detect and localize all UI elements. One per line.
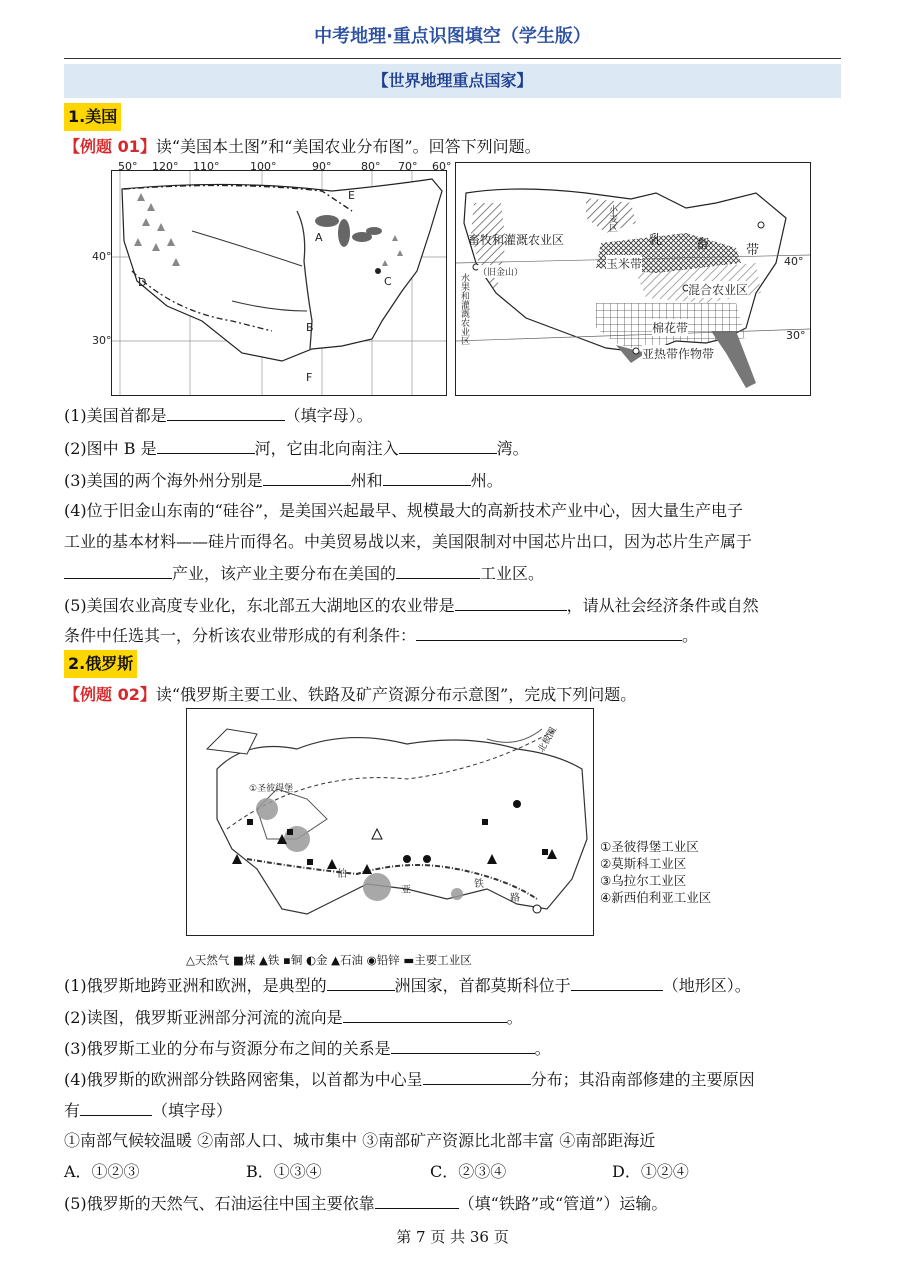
map2-label-ranching: 畜牧和灌溉农业区 [468,233,565,247]
map2-label-dairy-2: 畜 [696,237,710,252]
russia-map-label: 伯 [337,869,347,880]
map2-label-sf: （旧金山） [478,265,523,278]
map2-lat-30: 30° [786,329,806,342]
arctic-circle-label: 北极圈 [536,726,559,755]
answer-blank[interactable] [423,1068,531,1085]
lon-120: 120° [152,160,179,173]
answer-blank[interactable] [399,437,497,454]
russia-q1: (1)俄罗斯地跨亚洲和欧洲，是典型的 洲国家，首都莫斯科位于 （地形区）。 [64,976,751,995]
us-mainland-map [111,170,447,396]
lon-110: 110° [193,160,220,173]
answer-blank[interactable] [167,404,285,421]
russia-map-stpetersburg: ①圣彼得堡 [249,784,294,794]
section-title: 【世界地理重点国家】 [64,64,841,98]
answer-blank[interactable] [263,469,351,486]
russia-q5: (5)俄罗斯的天然气、石油运往中国主要依靠 （填“铁路”或“管道”）运输。 [64,1194,668,1213]
russia-q4-line1: (4)俄罗斯的欧洲部分铁路网密集，以首都为中心呈 分布；其沿南部修建的主要原因 [64,1070,755,1089]
russia-q4-line2: 有 （填字母） [64,1101,233,1120]
usa-q4-line1: (4)位于旧金山东南的“硅谷”，是美国兴起最早、规模最大的高新技术产业中心，因大量生产电子 [64,501,744,520]
answer-blank[interactable] [571,974,663,991]
lon-70: 70° [398,160,418,173]
russia-example [64,684,636,706]
usa-example [64,136,541,158]
choice-c[interactable]: C．②③④ [430,1162,507,1181]
russia-map-label: 亚 [401,885,411,896]
usa-q1: (1)美国首都是 （填字母）。 [64,406,373,425]
answer-blank[interactable] [80,1099,152,1116]
map2-label-dairy-1: 乳 [649,233,663,248]
map1-letter-B: B [306,321,314,334]
russia-q2: (2)读图，俄罗斯亚洲部分河流的流向是 。 [64,1008,523,1027]
choice-b[interactable]: B．①③④ [246,1162,322,1181]
example-tag: 【例题 01】 [64,137,156,156]
us-agriculture-map [455,162,811,396]
example-tag: 【例题 02】 [64,685,156,704]
lat-30: 30° [92,334,112,347]
legend-item: ③乌拉尔工业区 [600,873,687,888]
map1-letter-F: F [306,371,313,384]
usa-q3: (3)美国的两个海外州分别是 州和 州。 [64,471,503,490]
answer-blank[interactable] [383,469,471,486]
choice-d[interactable]: D．①②④ [612,1162,689,1181]
answer-blank[interactable] [327,974,395,991]
usa-q4-line2: 工业的基本材料——硅片而得名。中美贸易战以来，美国限制对中国芯片出口，因为芯片生产属于 [64,532,753,551]
usa-q5-line1: (5)美国农业高度专业化，东北部五大湖地区的农业带是 ，请从社会经济条件或自然 [64,596,759,615]
usa-q2: (2)图中 B 是 河，它由北向南注入 湾。 [64,439,529,458]
answer-blank[interactable] [396,562,480,579]
usa-q4-line3: 产业，该产业主要分布在美国的 工业区。 [64,562,544,585]
page-header: 中考地理·重点识图填空（学生版） [314,26,591,47]
russia-map [186,708,594,936]
map2-label-mixed: 混合农业区 [688,283,749,297]
map1-letter-A: A [315,231,323,244]
russia-heading: 2.俄罗斯 [64,650,137,678]
lon-50: 50° [118,160,138,173]
header-divider [64,58,841,59]
map2-label-dairy-3: 带 [746,243,760,258]
russia-q4-options: ①南部气候较温暖 ②南部人口、城市集中 ③南部矿产资源比北部丰富 ④南部距海近 [64,1131,656,1150]
answer-blank[interactable] [416,624,682,641]
resource-legend: △天然气 ■煤 ▲铁 ▪铜 ◐金 ▲石油 ◉铅锌 ▬主要工业区 [186,953,472,967]
answer-blank[interactable] [375,1192,459,1209]
map2-lat-40: 40° [784,255,804,268]
lat-40: 40° [92,250,112,263]
page-footer: 第 7 页 共 36 页 [396,1228,509,1246]
map1-letter-E: E [348,189,355,202]
russia-q3: (3)俄罗斯工业的分布与资源分布之间的关系是 。 [64,1039,551,1058]
usa-heading: 1.美国 [64,103,121,131]
map2-label-fruit: 水果和灌溉农业区 [459,273,469,345]
example-text: 读“美国本土图”和“美国农业分布图”。回答下列问题。 [155,137,541,156]
choice-a[interactable]: A．①②③ [64,1162,140,1181]
answer-blank[interactable] [455,594,567,611]
legend-item: ②莫斯科工业区 [600,856,687,871]
legend-item: ④新西伯利亚工业区 [600,890,712,905]
example-text: 读“俄罗斯主要工业、铁路及矿产资源分布示意图”，完成下列问题。 [155,685,637,704]
map1-letter-D: D [138,276,147,289]
map2-label-subtropical: 亚热带作物带 [642,347,715,361]
legend-item: ①圣彼得堡工业区 [600,839,699,854]
map1-letter-C: C [384,275,392,288]
russia-map-label: 路 [510,893,520,904]
map2-label-corn-belt: 玉米带 [606,257,643,271]
map2-label-wheat: 小麦区 [607,205,617,232]
map2-label-cotton: 棉花带 [652,321,689,335]
russia-map-label: 铁 [474,879,484,890]
answer-blank[interactable] [391,1037,535,1054]
lon-90: 90° [312,160,332,173]
usa-q5-line2: 条件中任选其一，分析该农业带形成的有利条件： 。 [64,626,699,645]
answer-blank[interactable] [343,1006,507,1023]
answer-blank[interactable] [64,562,172,579]
lon-100: 100° [250,160,277,173]
lon-60: 60° [432,160,452,173]
lon-80: 80° [361,160,381,173]
industrial-areas-legend [600,838,711,906]
answer-blank[interactable] [157,437,255,454]
